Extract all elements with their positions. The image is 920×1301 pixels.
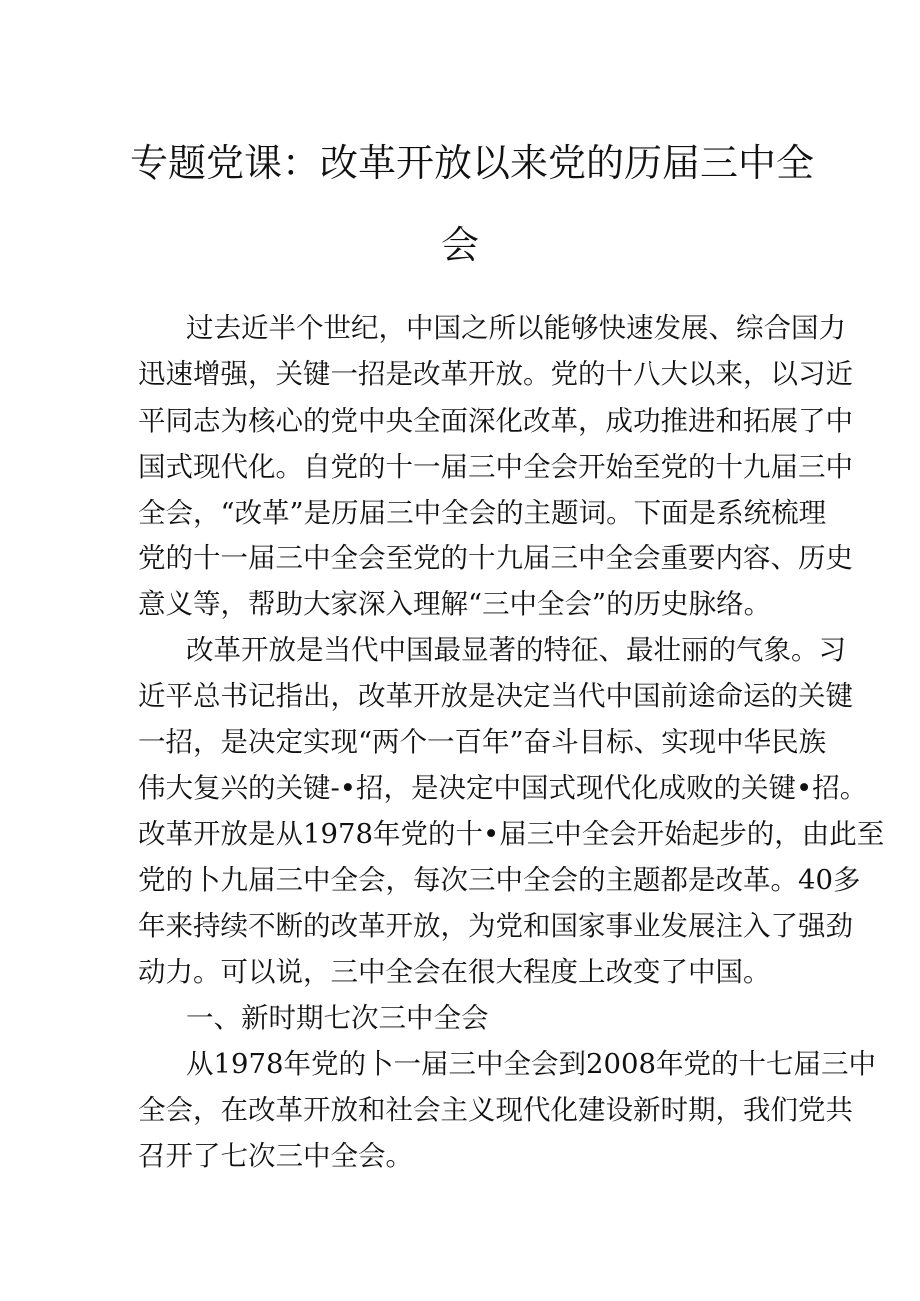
paragraph-2-line-7: 年来持续不断的改革开放，为党和国家事业发展注入了强劲 bbox=[138, 910, 853, 942]
document-title-line-1: 专题党课：改革开放以来党的历届三中全 bbox=[130, 141, 815, 185]
paragraph-2-line-8: 动力。可以说，三中全会在很大程度上改变了中国。 bbox=[138, 956, 771, 988]
paragraph-4-line-1: 从1978年党的卜一届三中全会到2008年党的十七届三中 bbox=[186, 1048, 876, 1080]
paragraph-1-line-2: 迅速增强，关键一招是改革开放。党的十八大以来，以习近 bbox=[138, 358, 853, 390]
paragraph-1-line-7: 意义等，帮助大家深入理解“三中全会”的历史脉络。 bbox=[138, 588, 772, 620]
paragraph-2-line-5: 改革开放是从1978年党的十•届三中全会开始起步的，由此至 bbox=[138, 818, 885, 850]
paragraph-1-line-4: 国式现代化。自党的十一届三中全会开始至党的十九届三中 bbox=[138, 451, 853, 483]
paragraph-4-line-3: 召开了七次三中全会。 bbox=[138, 1140, 413, 1172]
paragraph-2-line-6: 党的卜九届三中全会，每次三中全会的主题都是改革。40多 bbox=[138, 864, 861, 896]
paragraph-1-line-1: 过去近半个世纪，中国之所以能够快速发展、综合国力 bbox=[186, 312, 846, 344]
paragraph-1-line-3: 平同志为核心的党中央全面深化改革，成功推进和拓展了中 bbox=[138, 405, 853, 437]
document-title-line-2: 会 bbox=[440, 223, 479, 267]
paragraph-2-line-4: 伟大复兴的关键-•招，是决定中国式现代化成败的关键•招。 bbox=[138, 772, 868, 804]
paragraph-1-line-6: 党的十一届三中全会至党的十九届三中全会重要内容、历史 bbox=[138, 542, 853, 574]
paragraph-4-line-2: 全会，在改革开放和社会主义现代化建设新时期，我们党共 bbox=[138, 1094, 853, 1126]
paragraph-1-line-5: 全会，“改革”是历届三中全会的主题词。下面是系统梳理 bbox=[138, 497, 827, 529]
paragraph-2-line-3: 一招，是决定实现“两个一百年”奋斗目标、实现中华民族 bbox=[138, 726, 827, 758]
section-heading: 一、新时期七次三中全会 bbox=[186, 1002, 489, 1034]
paragraph-2-line-2: 近平总书记指出，改革开放是决定当代中国前途命运的关键 bbox=[138, 680, 853, 712]
paragraph-2-line-1: 改革开放是当代中国最显著的特征、最壮丽的气象。习 bbox=[186, 634, 846, 666]
